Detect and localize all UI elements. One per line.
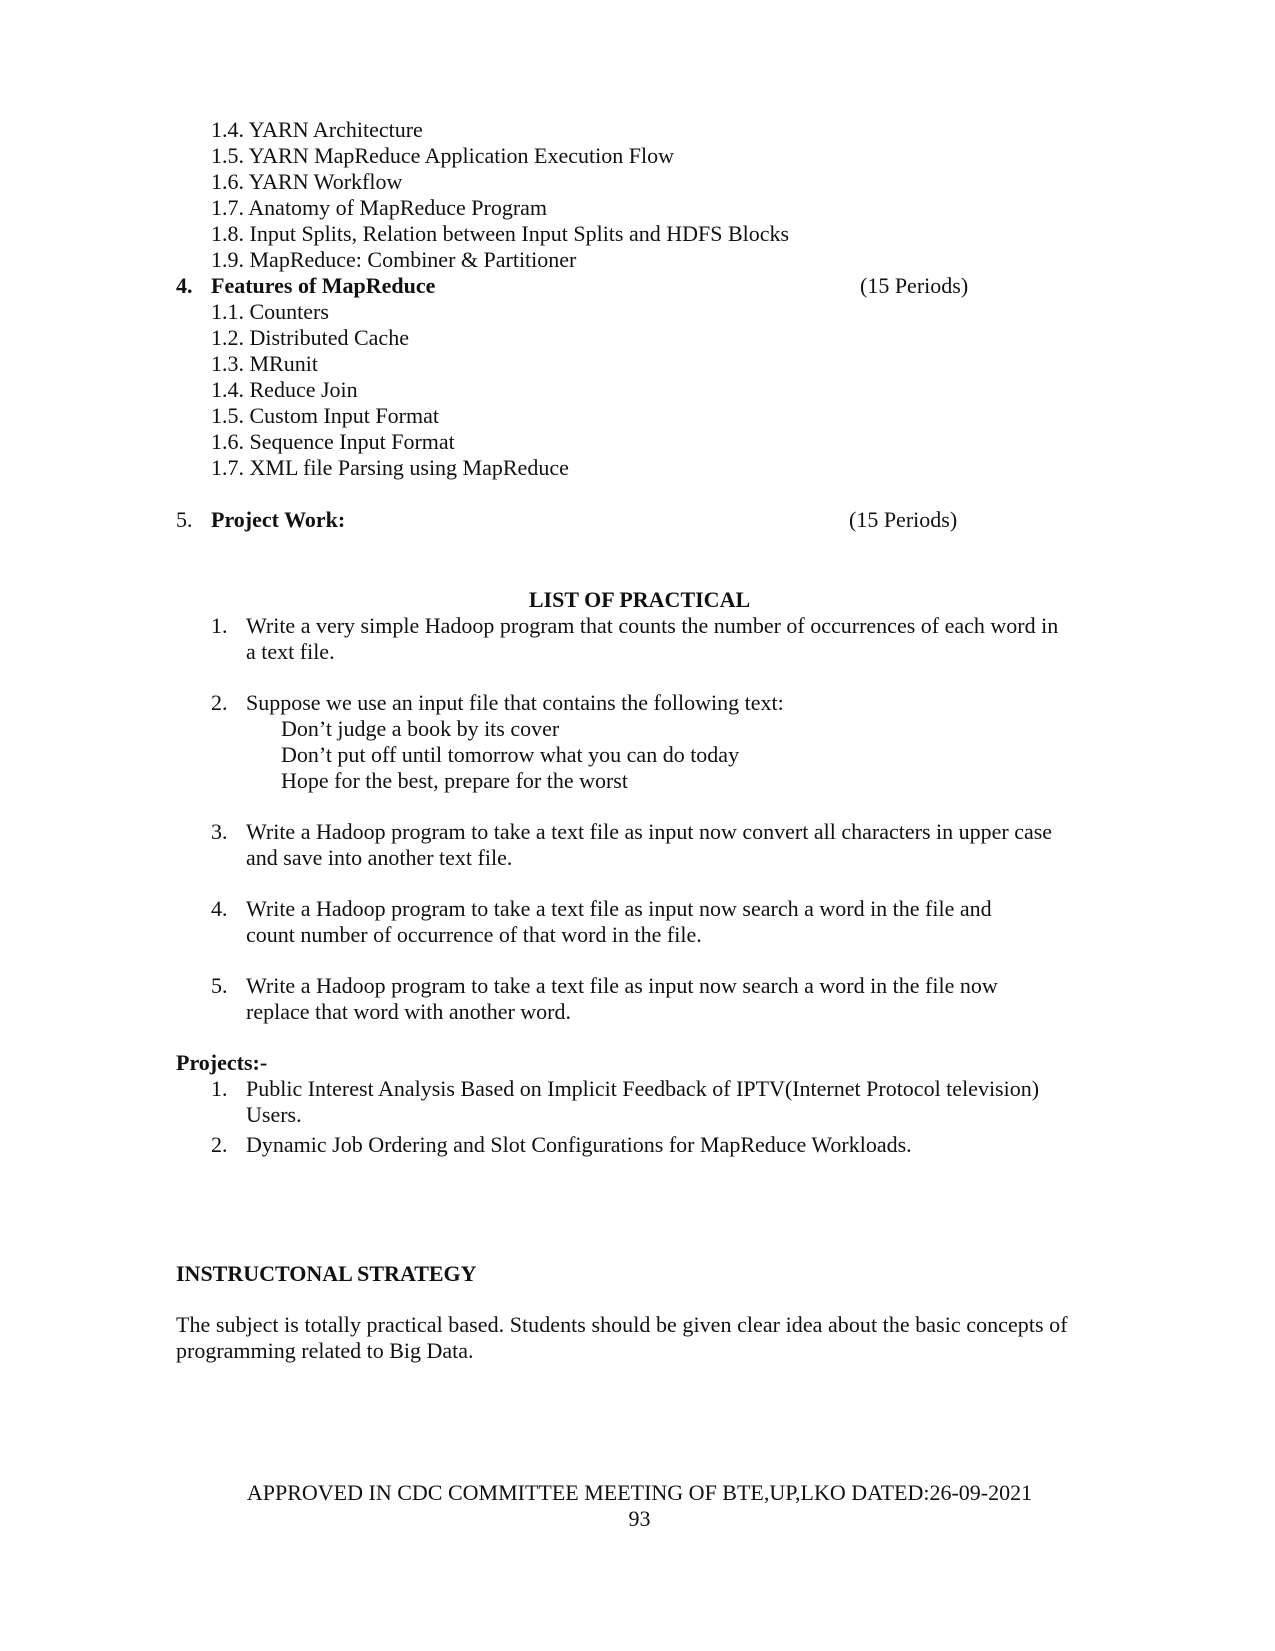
project-number: 2. xyxy=(211,1132,228,1157)
subtopic-item: 1.5. Custom Input Format xyxy=(211,403,439,428)
section-title: Features of MapReduce xyxy=(211,273,436,298)
practical-text: and save into another text file. xyxy=(246,845,513,870)
practical-number: 5. xyxy=(211,973,228,998)
subtopic-item: 1.4. Reduce Join xyxy=(211,377,358,402)
subtopic-item: 1.9. MapReduce: Combiner & Partitioner xyxy=(211,247,577,272)
sample-text-line: Don’t judge a book by its cover xyxy=(281,716,560,741)
approval-footer: APPROVED IN CDC COMMITTEE MEETING OF BTE,UP,LKO DATED:26-09-2021 xyxy=(246,1480,1033,1505)
subtopic-item: 1.8. Input Splits, Relation between Input Splits and HDFS Blocks xyxy=(211,221,790,246)
practical-text: Suppose we use an input file that contains the following text: xyxy=(246,690,784,715)
subtopic-item: 1.6. YARN Workflow xyxy=(211,169,403,194)
practical-number: 1. xyxy=(211,613,228,638)
page-number: 93 xyxy=(628,1506,651,1531)
section-number: 4. xyxy=(176,273,193,298)
strategy-heading: INSTRUCTONAL STRATEGY xyxy=(176,1261,477,1286)
section-title: Project Work: xyxy=(211,507,346,532)
subtopic-item: 1.7. XML file Parsing using MapReduce xyxy=(211,455,569,480)
section-periods: (15 Periods) xyxy=(860,273,969,298)
subtopic-item: 1.4. YARN Architecture xyxy=(211,117,423,142)
project-number: 1. xyxy=(211,1076,228,1101)
practical-text: Write a Hadoop program to take a text file as input now search a word in the file and xyxy=(246,896,992,921)
subtopic-item: 1.2. Distributed Cache xyxy=(211,325,409,350)
sample-text-line: Hope for the best, prepare for the worst xyxy=(281,768,628,793)
projects-heading: Projects:- xyxy=(176,1050,268,1075)
strategy-text: programming related to Big Data. xyxy=(176,1338,474,1363)
practical-text: count number of occurrence of that word in the file. xyxy=(246,922,702,947)
subtopic-item: 1.5. YARN MapReduce Application Execution Flow xyxy=(211,143,674,168)
section-number: 5. xyxy=(176,507,193,532)
project-text: Users. xyxy=(246,1102,302,1127)
project-text: Public Interest Analysis Based on Implicit Feedback of IPTV(Internet Protocol television) xyxy=(246,1076,1040,1101)
practical-number: 4. xyxy=(211,896,228,921)
practical-text: Write a Hadoop program to take a text file as input now search a word in the file now xyxy=(246,973,998,998)
subtopic-item: 1.6. Sequence Input Format xyxy=(211,429,455,454)
subtopic-item: 1.7. Anatomy of MapReduce Program xyxy=(211,195,548,220)
project-text: Dynamic Job Ordering and Slot Configurations for MapReduce Workloads. xyxy=(246,1132,912,1157)
subtopic-item: 1.1. Counters xyxy=(211,299,329,324)
practical-number: 2. xyxy=(211,690,228,715)
subtopic-item: 1.3. MRunit xyxy=(211,351,318,376)
practical-text: Write a Hadoop program to take a text file as input now convert all characters in upper case xyxy=(246,819,1053,844)
practical-text: Write a very simple Hadoop program that counts the number of occurrences of each word in xyxy=(246,613,1059,638)
practical-text: a text file. xyxy=(246,639,335,664)
section-periods: (15 Periods) xyxy=(849,507,958,532)
practical-heading: LIST OF PRACTICAL xyxy=(528,587,751,612)
practical-text: replace that word with another word. xyxy=(246,999,571,1024)
sample-text-line: Don’t put off until tomorrow what you can do today xyxy=(281,742,740,767)
strategy-text: The subject is totally practical based. Students should be given clear idea about the basic concepts of xyxy=(176,1312,1068,1337)
practical-number: 3. xyxy=(211,819,228,844)
